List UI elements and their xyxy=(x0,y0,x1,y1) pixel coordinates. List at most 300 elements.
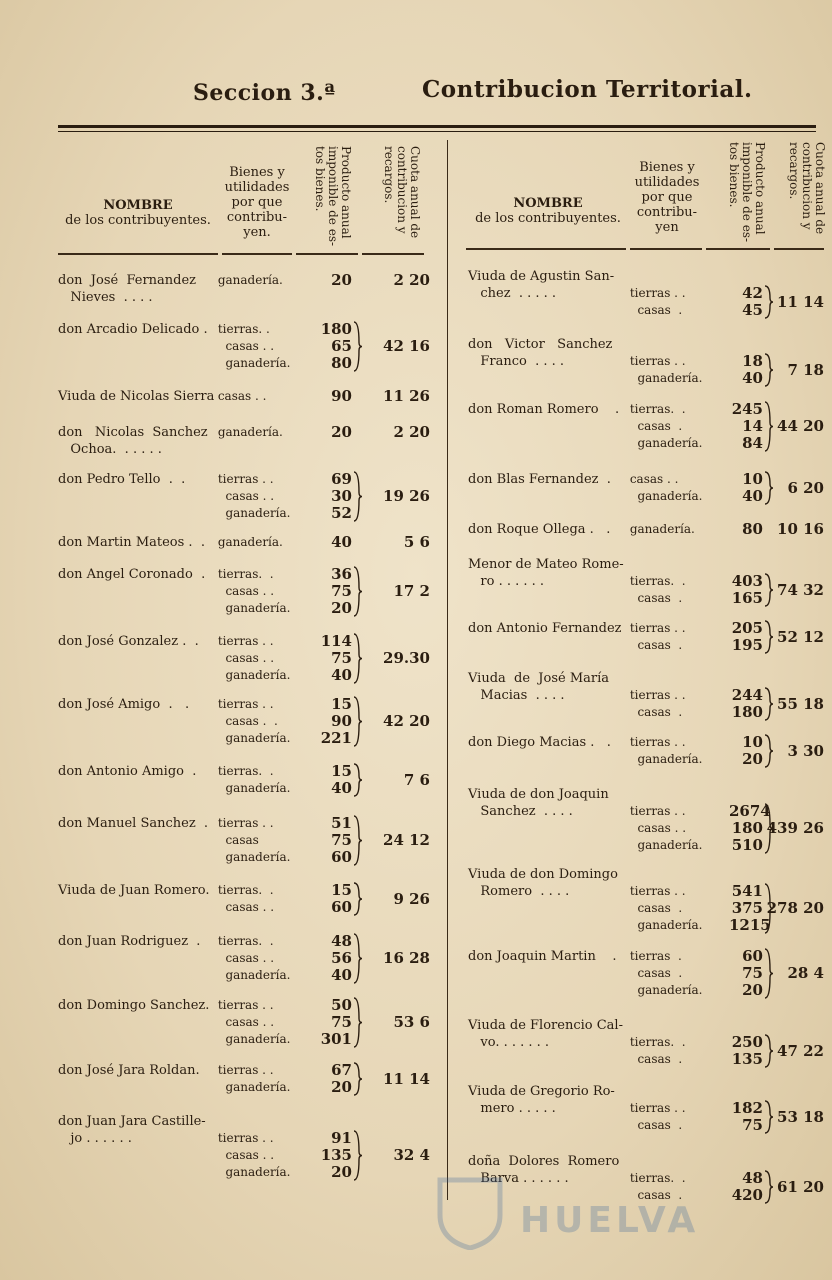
goods-list xyxy=(214,815,291,866)
goods-list xyxy=(626,670,686,721)
goods-item xyxy=(626,1017,686,1034)
product-value: 48 xyxy=(742,1169,763,1187)
goods-list xyxy=(626,866,703,934)
name-line: Romero . . . . xyxy=(468,884,570,899)
quota-value: 6 20 xyxy=(787,478,824,497)
product-value: 18 xyxy=(742,352,763,370)
product-value: 40 xyxy=(331,966,352,984)
name-line: don José Amigo . . xyxy=(58,697,190,712)
product-value: 40 xyxy=(331,533,352,551)
goods-item: ganadería. xyxy=(214,1032,291,1046)
goods-item: casas . . xyxy=(214,584,275,598)
goods-item: casas . . xyxy=(214,1015,275,1029)
quota-value: 11 14 xyxy=(777,292,824,311)
product-value: 80 xyxy=(331,354,352,372)
goods-item: casas . xyxy=(626,303,683,317)
goods-item: tierras . . xyxy=(626,621,686,635)
right-quota-header: Cuota anual de contribucion y recargos. xyxy=(787,142,827,235)
goods-list xyxy=(626,521,695,538)
product-value: 244 xyxy=(731,686,763,704)
product-value: 40 xyxy=(331,779,352,797)
goods-item: ganadería. xyxy=(626,436,703,450)
goods-item: tierras. . xyxy=(626,1171,686,1185)
goods-item: casas . xyxy=(626,591,683,605)
goods-list xyxy=(214,566,291,617)
contributor-name xyxy=(58,1062,200,1079)
product-value: 75 xyxy=(331,1013,352,1031)
section-title: Seccion 3.ª xyxy=(193,80,336,106)
product-value: 20 xyxy=(331,1163,352,1181)
goods-item: casas . xyxy=(626,1052,683,1066)
contributor-name xyxy=(58,388,214,405)
quota-value: 55 18 xyxy=(777,694,824,713)
right-product-underline xyxy=(706,248,770,250)
name-line: Sanchez . . . . xyxy=(468,804,573,819)
goods-item: ganadería. xyxy=(214,850,291,864)
goods-item: tierras . . xyxy=(214,634,274,648)
right-goods-underline xyxy=(630,248,702,250)
goods-item: tierras . . xyxy=(626,735,686,749)
name-line: Barva . . . . . . xyxy=(468,1171,569,1186)
goods-item: ganadería. xyxy=(214,535,283,549)
goods-item: tierras . . xyxy=(626,804,686,818)
product-value: 36 xyxy=(331,565,352,583)
goods-item: ganadería. xyxy=(214,1080,291,1094)
goods-list xyxy=(626,401,703,452)
product-value: 45 xyxy=(742,301,763,319)
contributor-name xyxy=(468,401,619,418)
contributor-name xyxy=(468,786,609,820)
goods-list xyxy=(626,948,703,999)
document-title: Contribucion Territorial. xyxy=(422,76,753,103)
contributor-name xyxy=(58,763,196,780)
contributor-name xyxy=(468,1017,623,1051)
watermark-text: HUELVA xyxy=(520,1200,700,1241)
goods-item: ganadería. xyxy=(626,918,703,932)
goods-item: casas . . xyxy=(214,389,267,403)
name-line: don José Gonzalez . . xyxy=(58,634,199,649)
column-divider xyxy=(447,140,448,1200)
contributor-name xyxy=(468,268,614,302)
product-value: 20 xyxy=(742,981,763,999)
name-line: Franco . . . . xyxy=(468,354,565,369)
quota-value: 9 26 xyxy=(393,889,430,908)
name-line: Viuda de Agustin San- xyxy=(468,269,615,284)
product-value: 135 xyxy=(731,1050,763,1068)
name-line: don Pedro Tello . . xyxy=(58,472,186,487)
goods-item: tierras . . xyxy=(214,472,274,486)
quota-value: 2 20 xyxy=(393,423,430,441)
goods-list xyxy=(626,1017,686,1068)
name-line: Macias . . . . xyxy=(468,688,565,703)
goods-list xyxy=(626,786,703,854)
name-line: don Angel Coronado . xyxy=(58,567,206,582)
product-value: 20 xyxy=(742,750,763,768)
goods-list xyxy=(626,471,703,505)
product-value: 52 xyxy=(331,504,352,522)
product-value: 180 xyxy=(320,320,352,338)
goods-item: tierras. . xyxy=(214,322,270,336)
name-line: Viuda de Juan Romero. xyxy=(58,883,210,898)
name-line: Ochoa. . . . . . xyxy=(58,442,162,457)
goods-item: casas . xyxy=(626,638,683,652)
goods-item: tierras . . xyxy=(214,998,274,1012)
contributor-name xyxy=(468,734,611,751)
contributor-name xyxy=(58,997,209,1014)
goods-item: tierras . . xyxy=(214,697,274,711)
goods-item: ganadería. xyxy=(214,506,291,520)
product-value: 2674 xyxy=(729,802,771,820)
goods-item xyxy=(626,556,686,573)
quota-value: 17 2 xyxy=(393,582,430,600)
product-value: 20 xyxy=(331,271,352,289)
name-line: Viuda de Nicolas Sierra xyxy=(58,389,215,404)
goods-item: ganadería. xyxy=(214,273,283,287)
quota-value: 11 14 xyxy=(383,1069,430,1088)
product-value: 51 xyxy=(331,814,352,832)
product-value: 205 xyxy=(731,619,763,637)
goods-list xyxy=(626,556,686,607)
product-value: 69 xyxy=(331,470,352,488)
goods-item: ganadería. xyxy=(214,356,291,370)
product-value: 15 xyxy=(331,695,352,713)
goods-item: ganadería. xyxy=(626,522,695,536)
contributor-name xyxy=(58,696,189,713)
goods-item: tierras. . xyxy=(626,1035,686,1049)
name-line: don Arcadio Delicado . xyxy=(58,322,208,337)
product-value: 10 xyxy=(742,733,763,751)
goods-list xyxy=(214,882,274,916)
left-name-header: NOMBRE de los contribuyentes. xyxy=(65,198,211,228)
product-value: 75 xyxy=(742,964,763,982)
goods-item: tierras . . xyxy=(626,884,686,898)
product-value: 40 xyxy=(742,487,763,505)
quota-value: 61 20 xyxy=(777,1177,824,1196)
name-line: don Domingo Sanchez. xyxy=(58,998,210,1013)
goods-item: casas xyxy=(214,833,259,847)
goods-item: tierras . . xyxy=(214,1131,274,1145)
goods-list xyxy=(214,388,266,405)
contributor-name xyxy=(58,424,208,458)
quota-value: 32 4 xyxy=(393,1146,430,1164)
product-value: 135 xyxy=(320,1146,352,1164)
goods-list xyxy=(214,424,283,441)
contributor-name xyxy=(58,633,199,650)
product-value: 40 xyxy=(331,666,352,684)
goods-item xyxy=(626,268,686,285)
name-line: don Blas Fernandez . xyxy=(468,472,611,487)
product-value: 10 xyxy=(742,470,763,488)
contributor-name xyxy=(58,933,200,950)
quota-value: 44 20 xyxy=(777,417,824,435)
quota-value: 53 6 xyxy=(393,1013,430,1031)
left-product-header: Producto anual imponible de es- tos bienes. xyxy=(313,146,353,247)
quota-value: 74 32 xyxy=(777,580,824,599)
quota-value: 2 20 xyxy=(393,271,430,289)
quota-value: 7 6 xyxy=(403,770,430,789)
goods-item: tierras. . xyxy=(214,883,274,897)
contributor-name xyxy=(468,471,611,488)
goods-list xyxy=(626,620,686,654)
name-line: don Antonio Amigo . xyxy=(58,764,197,779)
contributor-name xyxy=(58,321,208,338)
product-value: 60 xyxy=(742,947,763,965)
goods-item: tierras . . xyxy=(214,816,274,830)
goods-list xyxy=(214,272,283,289)
quota-value: 24 12 xyxy=(383,831,430,849)
product-value: 84 xyxy=(742,434,763,452)
quota-value: 3 30 xyxy=(787,741,824,760)
goods-item: ganadería. xyxy=(214,668,291,682)
quota-value: 16 28 xyxy=(383,949,430,967)
goods-item xyxy=(626,866,703,883)
product-value: 250 xyxy=(731,1033,763,1051)
quota-value: 28 4 xyxy=(787,964,824,982)
goods-item: casas . xyxy=(626,966,683,980)
product-value: 30 xyxy=(331,487,352,505)
goods-list xyxy=(214,1062,291,1096)
name-line: don Diego Macias . . xyxy=(468,735,611,750)
product-value: 50 xyxy=(331,996,352,1014)
product-value: 75 xyxy=(331,831,352,849)
right-name-header: NOMBRE de los contribuyentes. xyxy=(475,196,621,226)
goods-list xyxy=(214,1113,291,1181)
goods-item: casas . . xyxy=(626,821,687,835)
contributor-name xyxy=(58,815,208,832)
goods-item: ganadería. xyxy=(626,752,703,766)
product-value: 510 xyxy=(731,836,763,854)
goods-item xyxy=(626,1153,686,1170)
quota-value: 42 16 xyxy=(383,337,430,355)
right-quota-underline xyxy=(774,248,824,250)
quota-value: 53 18 xyxy=(777,1107,824,1126)
contributor-name xyxy=(58,534,205,551)
goods-item: ganadería. xyxy=(626,371,703,385)
contributor-name xyxy=(58,1113,206,1147)
goods-item: tierras. . xyxy=(626,574,686,588)
name-line: don Roman Romero . xyxy=(468,402,620,417)
quota-value: 42 20 xyxy=(383,712,430,730)
name-line: don Nicolas Sanchez xyxy=(58,425,208,440)
name-line: don Manuel Sanchez . xyxy=(58,816,209,831)
product-value: 114 xyxy=(320,632,352,650)
product-value: 14 xyxy=(742,417,763,435)
product-value: 20 xyxy=(331,423,352,441)
quota-value: 7 18 xyxy=(787,360,824,379)
contributor-name xyxy=(468,866,618,900)
name-line: don Victor Sanchez xyxy=(468,337,613,352)
name-line: don José Fernandez xyxy=(58,273,197,288)
goods-list xyxy=(214,763,291,797)
name-line: Viuda de José María xyxy=(468,671,610,686)
product-value: 195 xyxy=(731,636,763,654)
goods-item: tierras . xyxy=(626,949,682,963)
left-product-underline xyxy=(296,253,358,255)
product-value: 65 xyxy=(331,337,352,355)
name-line: Menor de Mateo Rome- xyxy=(468,557,624,572)
quota-value: 439 26 xyxy=(766,819,824,837)
contributor-name xyxy=(468,336,612,370)
name-line: Viuda de Gregorio Ro- xyxy=(468,1084,615,1099)
goods-list xyxy=(626,734,703,768)
product-value: 420 xyxy=(731,1186,763,1204)
right-header-underline xyxy=(466,248,626,250)
product-value: 180 xyxy=(731,819,763,837)
name-line: doña Dolores Romero xyxy=(468,1154,620,1169)
product-value: 75 xyxy=(331,582,352,600)
goods-item: ganadería. xyxy=(214,425,283,439)
goods-item: tierras . . xyxy=(626,286,686,300)
goods-item xyxy=(214,1113,291,1130)
goods-item: ganadería. xyxy=(214,731,291,745)
header-rule xyxy=(58,125,816,128)
goods-item: ganadería. xyxy=(626,838,703,852)
product-value: 403 xyxy=(731,572,763,590)
right-goods-header: Bienes y utilidades por que contribu- yen xyxy=(634,160,700,235)
goods-item: casas . . xyxy=(214,951,275,965)
product-value: 60 xyxy=(331,898,352,916)
goods-item: casas . . xyxy=(214,714,278,728)
goods-item: tierras. . xyxy=(214,764,274,778)
product-value: 75 xyxy=(331,649,352,667)
goods-item: tierras. . xyxy=(214,934,274,948)
product-value: 42 xyxy=(742,284,763,302)
contributor-name xyxy=(58,471,185,488)
goods-item: casas . xyxy=(626,901,683,915)
goods-item xyxy=(626,786,703,803)
quota-value: 11 26 xyxy=(383,387,430,405)
goods-item: casas . . xyxy=(214,1148,275,1162)
goods-item: casas . xyxy=(626,1188,683,1202)
name-line: Nieves . . . . xyxy=(58,290,153,305)
goods-list xyxy=(214,933,291,984)
quota-value: 47 22 xyxy=(777,1041,824,1060)
product-value: 60 xyxy=(331,848,352,866)
quota-value: 10 16 xyxy=(777,520,824,538)
name-line: mero . . . . . xyxy=(468,1101,556,1116)
contributor-name xyxy=(468,521,610,538)
goods-item xyxy=(626,336,703,353)
contributor-name xyxy=(468,556,624,590)
name-line: don Roque Ollega . . xyxy=(468,522,611,537)
product-value: 180 xyxy=(731,703,763,721)
product-value: 75 xyxy=(742,1116,763,1134)
product-value: 375 xyxy=(731,899,763,917)
left-goods-underline xyxy=(222,253,292,255)
product-value: 90 xyxy=(331,712,352,730)
goods-item xyxy=(626,1083,686,1100)
product-value: 80 xyxy=(742,520,763,538)
goods-item: ganadería. xyxy=(214,781,291,795)
name-line: don Juan Jara Castille- xyxy=(58,1114,206,1129)
name-line: vo. . . . . . . xyxy=(468,1035,550,1050)
contributor-name xyxy=(58,272,196,306)
product-value: 15 xyxy=(331,762,352,780)
product-value: 56 xyxy=(331,949,352,967)
goods-list xyxy=(626,336,703,387)
name-line: don Martin Mateos . . xyxy=(58,535,205,550)
right-product-header: Producto anual imponible de es- tos bienes. xyxy=(727,142,767,243)
product-value: 48 xyxy=(331,932,352,950)
product-value: 182 xyxy=(731,1099,763,1117)
product-value: 221 xyxy=(320,729,352,747)
goods-item: casas . xyxy=(626,419,683,433)
name-line: jo . . . . . . xyxy=(58,1131,132,1146)
goods-item: casas . . xyxy=(214,489,275,503)
goods-item: tierras. . xyxy=(626,402,686,416)
name-line: don Juan Rodriguez . xyxy=(58,934,201,949)
product-value: 20 xyxy=(331,599,352,617)
product-value: 67 xyxy=(331,1061,352,1079)
goods-item xyxy=(626,670,686,687)
quota-value: 5 6 xyxy=(403,533,430,551)
product-value: 90 xyxy=(331,387,352,405)
goods-list xyxy=(626,268,686,319)
header-rule-thin xyxy=(58,131,816,132)
product-value: 541 xyxy=(731,882,763,900)
goods-list xyxy=(214,696,291,747)
goods-list xyxy=(214,633,291,684)
name-line: chez . . . . . xyxy=(468,286,557,301)
contributor-name xyxy=(468,948,617,965)
name-line: don José Jara Roldan. xyxy=(58,1063,200,1078)
product-value: 20 xyxy=(331,1078,352,1096)
product-value: 301 xyxy=(320,1030,352,1048)
contributor-name xyxy=(468,620,622,637)
quota-value: 19 26 xyxy=(383,487,430,505)
goods-list xyxy=(214,471,291,522)
name-line: Viuda de don Joaquin xyxy=(468,787,609,802)
contributor-name xyxy=(468,1083,615,1117)
name-line: Viuda de Florencio Cal- xyxy=(468,1018,623,1033)
left-goods-header: Bienes y utilidades por que contribu- yen. xyxy=(224,165,290,240)
product-value: 165 xyxy=(731,589,763,607)
quota-value: 29.30 xyxy=(383,649,430,667)
goods-item: ganadería. xyxy=(214,1165,291,1179)
page-header xyxy=(0,72,832,112)
name-line: ro . . . . . . xyxy=(468,574,545,589)
quota-value: 52 12 xyxy=(777,627,824,646)
goods-item: ganadería. xyxy=(626,489,703,503)
goods-item: casas . . xyxy=(214,339,275,353)
goods-item: ganadería. xyxy=(626,983,703,997)
goods-item: tierras . . xyxy=(214,1063,274,1077)
goods-item: casas . xyxy=(626,1118,683,1132)
huelva-watermark xyxy=(430,1170,760,1250)
goods-item: tierras . . xyxy=(626,354,686,368)
goods-item: casas . . xyxy=(626,472,679,486)
goods-item: casas . . xyxy=(214,900,275,914)
shield-icon xyxy=(430,1170,520,1250)
goods-list xyxy=(214,321,291,372)
goods-item: casas . . xyxy=(214,651,275,665)
product-value: 15 xyxy=(331,881,352,899)
goods-item: casas . xyxy=(626,705,683,719)
name-line: don Joaquin Martin . xyxy=(468,949,617,964)
quota-value: 278 20 xyxy=(766,899,824,917)
product-value: 40 xyxy=(742,369,763,387)
product-value: 245 xyxy=(731,400,763,418)
left-quota-header: Cuota anual de contribucion y recargos. xyxy=(382,146,422,239)
contributor-name xyxy=(58,882,209,899)
goods-item: tierras . . xyxy=(626,1101,686,1115)
product-value: 91 xyxy=(331,1129,352,1147)
name-line: don Antonio Fernandez xyxy=(468,621,622,636)
left-header-underline xyxy=(58,253,218,255)
contributor-name xyxy=(468,670,609,704)
goods-list xyxy=(214,534,283,551)
goods-list xyxy=(626,1083,686,1134)
